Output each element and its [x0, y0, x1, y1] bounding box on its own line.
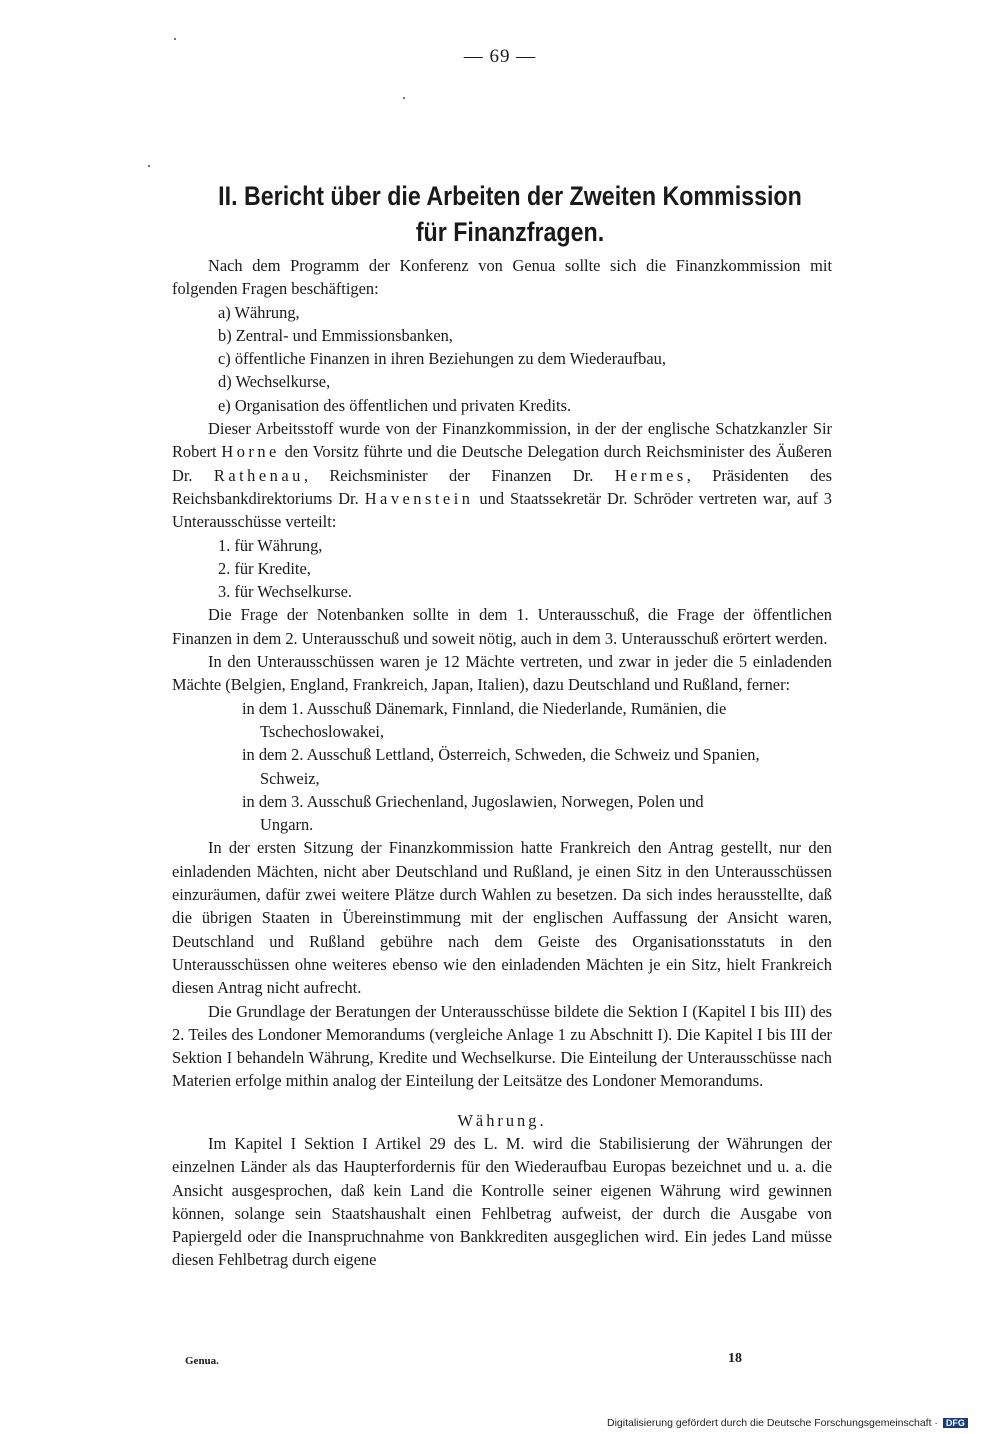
topic-item: a) Währung, — [218, 302, 300, 322]
committee-item: 3. für Wechselkurse. — [218, 582, 353, 602]
member-continuation: Ungarn. — [260, 815, 314, 835]
scan-speck — [174, 38, 176, 40]
france-proposal-paragraph: In der ersten Sitzung der Finanzkommission hatte Frankreich den Antrag gestellt, nur den einladenden Mächten, nicht aber Deutschland und Rußland, je einen Sitz in den Unterausschüssen einzuräumen, dafür zwei weitere Plätze durch Wahlen zu besetzen. Da sich indes herausstellte, daß die übrigen Staaten in Übereinstimmung mit der englischen Auffassung der Ansicht waren, Deutschland und Rußland gebühre nach dem Geiste des Organisationsstatuts in den Unterausschüssen ohne weiteres ebenso wie den einladenden Mächten je ein Sitz, hielt Frankreich diesen Antrag nicht aufrecht. — [172, 838, 832, 998]
member-entry — [172, 697, 832, 744]
document-body — [172, 254, 832, 1272]
text-run: , Reichsminister der Finanzen Dr. — [303, 465, 615, 485]
name-horne: Horne — [221, 442, 280, 462]
committee-item: 1. für Währung, — [218, 535, 323, 555]
scan-speck — [403, 97, 405, 99]
member-continuation: Schweiz, — [260, 768, 320, 788]
name-havenstein: Havenstein — [364, 488, 474, 508]
delegation-paragraph — [172, 417, 832, 533]
text-run: Dieser Arbeitsstoff wurde von der Finanzkommission, in der der englische Schatzkanzler Sir Robert — [172, 419, 832, 462]
footer-signature: Genua. — [185, 1355, 219, 1367]
topic-item: e) Organisation des öffentlichen und privaten Kredits. — [218, 395, 572, 415]
text-run: und Staatssekretär Dr. Schröder vertreten war, auf 3 Unterausschüsse verteilt: — [172, 488, 832, 532]
title-line-1: II. Bericht über die Arbeiten der Zweiten Kommission — [218, 181, 802, 211]
topic-item: b) Zentral- und Emmissionsbanken, — [218, 325, 453, 345]
text-run: den Vorsitz führte und die Deutsche Delegation durch Reichsminister des Äußeren Dr. — [172, 442, 832, 485]
topic-item: c) öffentliche Finanzen in ihren Beziehungen zu dem Wiederaufbau, — [218, 349, 666, 369]
notenbanken-paragraph: Die Frage der Notenbanken sollte in dem 1. Unterausschuß, die Frage der öffentlichen Finanzen in dem 2. Unterausschuß und soweit nötig, auch in dem 3. Unterausschuß erörtert werden. — [172, 605, 832, 648]
text-run: , Präsidenten des Reichsbankdirektoriums Dr. — [172, 465, 832, 508]
member-continuation: Tschechoslowakei, — [260, 721, 385, 741]
member-line: in dem 3. Ausschuß Griechenland, Jugoslawien, Norwegen, Polen und — [242, 791, 704, 811]
name-rathenau: Rathenau — [213, 465, 304, 485]
page-title — [218, 178, 803, 250]
memorandum-paragraph: Die Grundlage der Beratungen der Unterausschüsse bildete die Sektion I (Kapitel I bis III) des 2. Teiles des Londoner Memorandums (vergleiche Anlage 1 zu Abschnitt I). Die Kapitel I bis III der Sektion I behandeln Währung, Kredite und Wechselkurse. Die Einteilung der Unterausschüsse nach Materien erfolge mithin analog der Einteilung der Leitsätze des Londoner Memorandums. — [172, 1001, 832, 1091]
intro-paragraph: Nach dem Programm der Konferenz von Genua sollte sich die Finanzkommission mit folgenden Fragen beschäftigen: — [172, 256, 832, 299]
committee-item: 2. für Kredite, — [218, 558, 311, 578]
credit-text: Digitalisierung gefördert durch die Deutsche Forschungsgemeinschaft — [607, 1417, 932, 1429]
member-line: in dem 1. Ausschuß Dänemark, Finnland, die Niederlande, Rumänien, die — [242, 698, 727, 718]
name-hermes: Hermes — [614, 465, 687, 485]
dfg-logo-icon: DFG — [943, 1418, 968, 1428]
page-number: — 69 — — [463, 46, 537, 67]
membership-paragraph: In den Unterausschüssen waren je 12 Mächte vertreten, und zwar in jeder die 5 einladenden Mächte (Belgien, England, Frankreich, Japan, Italien), dazu Deutschland und Rußland, ferner: — [172, 652, 832, 695]
digitization-credit: Digitalisierung gefördert durch die Deutsche Forschungsgemeinschaft · DFG — [607, 1417, 968, 1429]
member-line: in dem 2. Ausschuß Lettland, Österreich, Schweden, die Schweiz und Spanien, — [242, 745, 760, 765]
member-entry — [172, 790, 832, 837]
topic-item: d) Wechselkurse, — [218, 372, 331, 392]
waehrung-paragraph: Im Kapitel I Sektion I Artikel 29 des L. M. wird die Stabilisierung der Währungen der einzelnen Länder als das Haupterfordernis für den Wiederaufbau Europas bezeichnet und u. a. die Ansicht ausgesprochen, daß kein Land die Kontrolle seiner eigenen Währung wird gewinnen können, solange sein Staatshaushalt einen Fehlbetrag aufweist, der durch die Ausgabe von Papiergeld oder die Inanspruchnahme von Bankkrediten ausgeglichen wird. Ein jedes Land müsse diesen Fehlbetrag durch eigene — [172, 1133, 832, 1270]
scan-speck — [148, 165, 150, 167]
member-entry — [172, 743, 832, 790]
section-heading: Währung. — [457, 1110, 547, 1130]
title-line-2: für Finanzfragen. — [415, 217, 605, 247]
footer-sheet-number: 18 — [728, 1351, 742, 1366]
